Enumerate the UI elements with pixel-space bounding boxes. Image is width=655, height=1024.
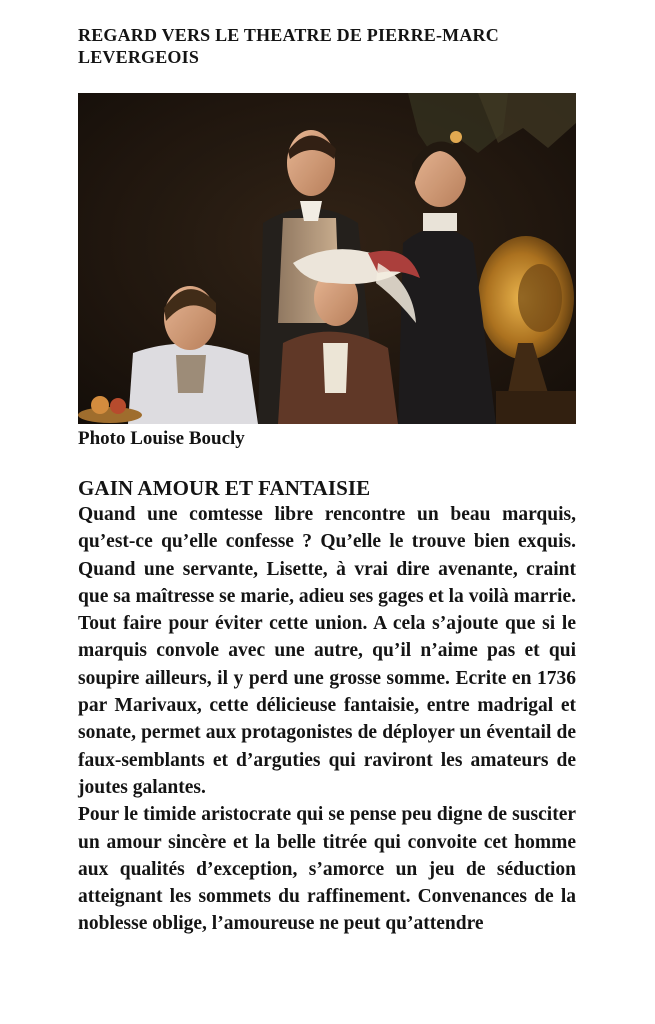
page-title: REGARD VERS LE THEATRE DE PIERRE-MARC LEVERGEOIS xyxy=(78,25,499,67)
paragraph-2: Pour le timide aristocrate qui se pense peu digne de susciter un amour sincère et la belle titrée qui convoite cet homme aux qualités d’exception, s’amorce un jeu de séduction atteignant les sommets du raffinement. Convenances de la noblesse oblige, l’amoureuse ne peut qu’attendre xyxy=(78,804,576,935)
paragraph-1: Quand une comtesse libre rencontre un beau marquis, qu’est-ce qu’elle confesse ? Qu’elle le trouve bien exquis. Quand une servante, Lisette, à vrai dire avenante, craint que sa maîtresse se marie, adieu ses gages et la voilà marrie. Tout faire pour éviter cette union. A cela s’ajoute que si le marquis convole avec une autre, qu’il n’aime pas et qui soupire ailleurs, il y perd une grosse somme. Ecrite en 1736 par Marivaux, cette délicieuse fantaisie, entre madrigal et sonate, permet aux protagonistes de déployer un éventail de faux-semblants et d’arguties qui raviront les amateurs de joutes galantes. xyxy=(78,504,576,798)
photo-caption: Photo Louise Boucly xyxy=(78,428,245,449)
stage-photo xyxy=(78,93,576,424)
stage-photo-illustration xyxy=(78,93,576,424)
article xyxy=(78,24,576,938)
section-title: GAIN AMOUR ET FANTAISIE xyxy=(78,476,371,500)
